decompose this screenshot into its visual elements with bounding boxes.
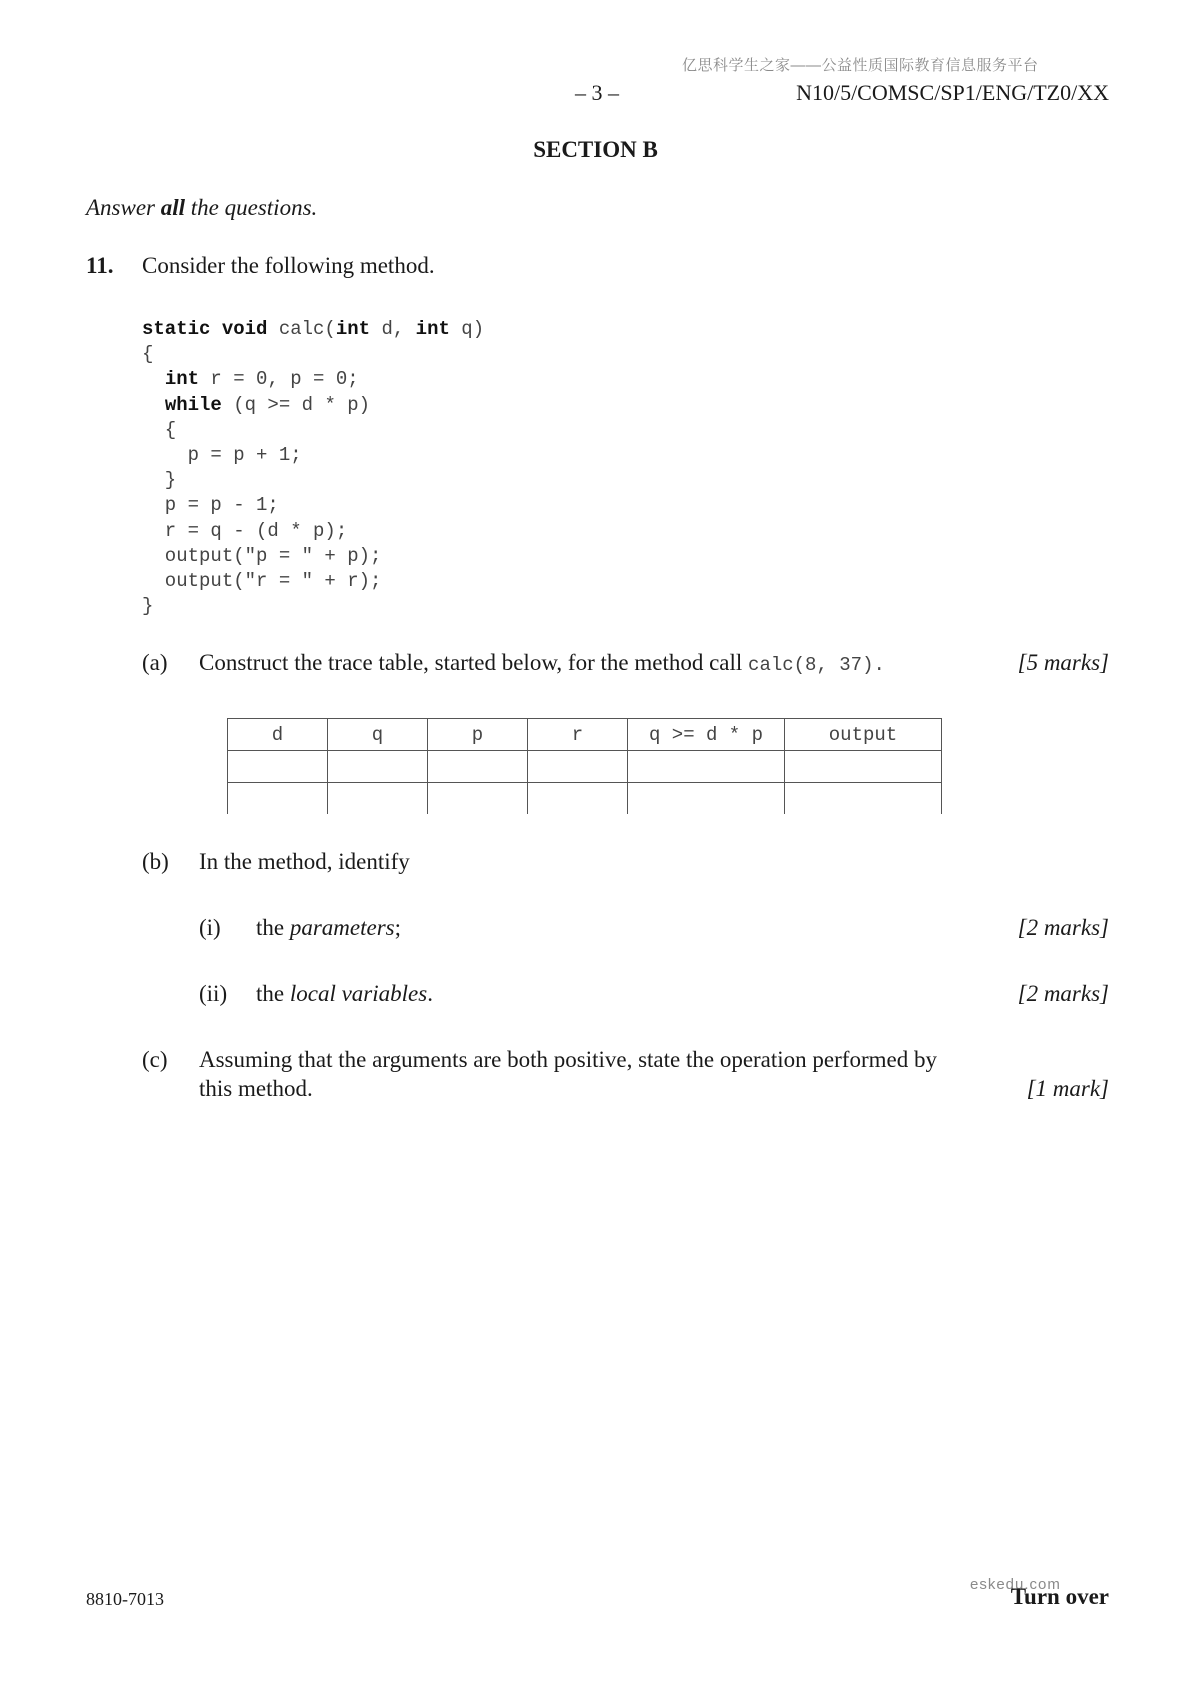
part-b-ii-before: the: [256, 981, 290, 1006]
part-a-text: [199, 650, 885, 676]
code-keyword: int: [335, 318, 371, 340]
trace-cell: [328, 783, 428, 815]
code-text: q): [449, 318, 485, 340]
code-text: {: [142, 418, 177, 441]
code-line: [142, 317, 484, 342]
code-line: [142, 393, 484, 418]
trace-header-p: p: [428, 719, 528, 751]
code-text: [142, 394, 165, 416]
trace-cell: [628, 751, 785, 783]
code-line: [142, 569, 484, 594]
code-line: [142, 468, 484, 493]
trace-header-d: d: [228, 719, 328, 751]
code-text: {: [142, 343, 154, 366]
trace-table-header-row: [228, 719, 942, 751]
part-b-ii-marks: [2 marks]: [1017, 981, 1109, 1006]
code-keyword: static void: [142, 318, 268, 340]
trace-cell: [428, 783, 528, 815]
part-a-method-call: calc(8, 37).: [748, 654, 885, 676]
code-line: [142, 519, 484, 544]
code-text: r = 0, p = 0;: [199, 368, 359, 391]
part-c-text-line2: this method.: [199, 1076, 313, 1101]
part-b-label: (b): [142, 849, 169, 874]
part-b-ii-label: (ii): [199, 981, 228, 1006]
code-text: p = p + 1;: [142, 443, 302, 466]
watermark-top: 亿思科学生之家——公益性质国际教育信息服务平台: [682, 57, 1039, 74]
part-c-label: (c): [142, 1047, 168, 1072]
code-line: [142, 367, 484, 392]
part-b-i-after: ;: [394, 915, 402, 940]
part-a-text-body: Construct the trace table, started below, for the method call: [199, 650, 749, 675]
question-stem: Consider the following method.: [142, 253, 435, 278]
part-c-marks: [1 mark]: [1026, 1076, 1109, 1101]
trace-header-condition: q >= d * p: [628, 719, 785, 751]
trace-cell: [228, 783, 328, 815]
trace-table: [227, 718, 942, 814]
part-b-i-before: the: [256, 915, 290, 940]
trace-table-row: [228, 783, 942, 815]
turn-over: Turn over: [1010, 1584, 1109, 1609]
part-b-ii-term: local variables: [289, 981, 428, 1006]
part-b-ii-text: [256, 981, 433, 1007]
paper-code: N10/5/COMSC/SP1/ENG/TZ0/XX: [796, 80, 1109, 105]
instructions-emphasis: all: [160, 195, 186, 220]
section-title: SECTION B: [533, 137, 658, 162]
trace-cell: [528, 783, 628, 815]
trace-cell: [328, 751, 428, 783]
code-text: }: [142, 469, 177, 492]
code-line: [142, 544, 484, 569]
instructions-before: Answer: [86, 195, 161, 220]
code-text: [142, 368, 165, 390]
trace-cell: [628, 783, 785, 815]
trace-cell: [785, 783, 942, 815]
code-text: calc(: [267, 318, 336, 340]
code-keyword: int: [415, 318, 450, 340]
code-line: [142, 443, 484, 468]
code-keyword: while: [164, 393, 222, 416]
part-b-i-marks: [2 marks]: [1017, 915, 1109, 940]
part-b-ii-after: .: [427, 981, 433, 1006]
watermark-bottom: eskedu.com: [970, 1576, 1061, 1593]
trace-cell: [785, 751, 942, 783]
code-keyword: int: [164, 368, 200, 391]
part-c-text-line1: Assuming that the arguments are both positive, state the operation performed by: [199, 1047, 937, 1072]
trace-cell: [428, 751, 528, 783]
part-b-i-text: [256, 915, 401, 941]
code-text: p = p - 1;: [142, 494, 279, 517]
code-text: d,: [370, 318, 416, 340]
code-line: [142, 418, 484, 443]
code-text: output("r = " + r);: [142, 569, 382, 592]
trace-table-row: [228, 751, 942, 783]
code-line: [142, 342, 484, 367]
trace-cell: [228, 751, 328, 783]
code-line: [142, 493, 484, 518]
instructions: [86, 195, 317, 221]
footer-code: 8810-7013: [86, 1589, 164, 1609]
trace-header-r: r: [528, 719, 628, 751]
trace-header-q: q: [328, 719, 428, 751]
trace-cell: [528, 751, 628, 783]
part-b-i-term: parameters: [289, 915, 395, 940]
page-number: – 3 –: [575, 80, 619, 105]
part-b-i-label: (i): [199, 915, 221, 940]
part-a-label: (a): [142, 650, 168, 675]
code-text: output("p = " + p);: [142, 544, 382, 567]
trace-header-output: output: [785, 719, 942, 751]
code-text: }: [142, 595, 154, 618]
code-line: [142, 594, 484, 619]
code-block: [142, 317, 484, 619]
part-b-text: In the method, identify: [199, 849, 410, 874]
instructions-after: the questions.: [185, 195, 318, 220]
question-number: 11.: [86, 253, 114, 278]
code-text: r = q - (d * p);: [142, 519, 348, 542]
part-a-marks: [5 marks]: [1017, 650, 1109, 675]
code-text: (q >= d * p): [221, 393, 371, 416]
